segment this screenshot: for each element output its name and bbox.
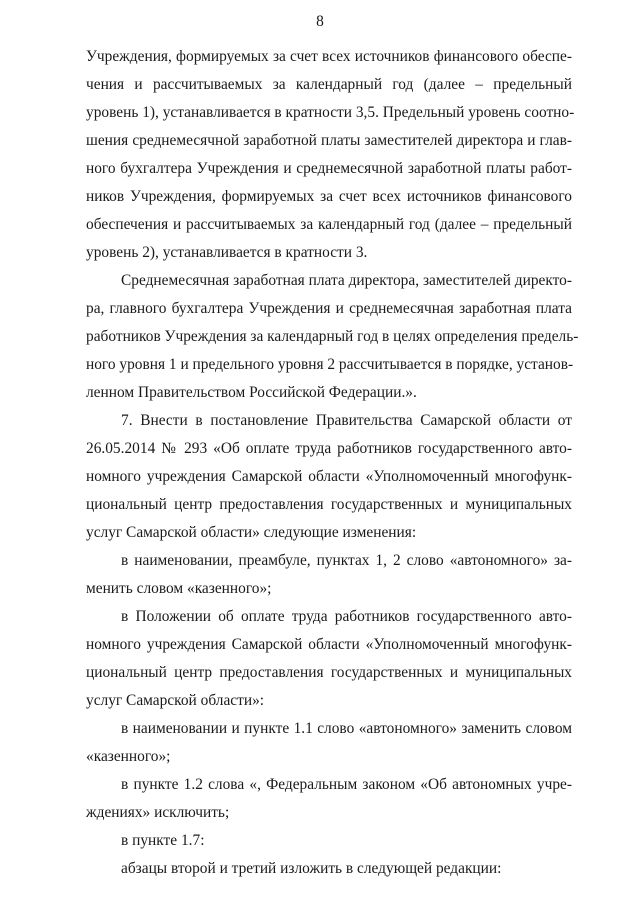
text-line: чения и рассчитываемых за календарный год (далее – предельный	[86, 76, 572, 93]
text-line: 26.05.2014 № 293 «Об оплате труда работников государственного авто-	[86, 440, 572, 457]
text-line: в Положении об оплате труда работников государственного авто-	[121, 608, 572, 625]
text-line: ного уровня 1 и предельного уровня 2 рассчитывается в порядке, установ-	[86, 356, 574, 373]
text-line: менить словом «казенного»;	[86, 580, 272, 597]
text-line: работников Учреждения за календарный год в целях определения предель-	[86, 328, 579, 345]
text-line: в наименовании, преамбуле, пунктах 1, 2 слово «автономного» за-	[121, 552, 572, 569]
text-line: обеспечения и рассчитываемых за календарный год (далее – предельный	[86, 216, 572, 233]
text-line: ра, главного бухгалтера Учреждения и среднемесячная заработная плата	[86, 300, 572, 317]
text-line: ников Учреждения, формируемых за счет всех источников финансового	[86, 188, 572, 205]
text-line: «казенного»;	[86, 748, 171, 765]
text-line: номного учреждения Самарской области «Уполномоченный многофунк-	[86, 468, 572, 485]
text-line: услуг Самарской области» следующие изменения:	[86, 524, 417, 541]
text-line: номного учреждения Самарской области «Уполномоченный многофунк-	[86, 636, 572, 653]
page-number: 8	[316, 13, 324, 30]
text-line: шения среднемесячной заработной платы заместителей директора и глав-	[86, 132, 572, 149]
text-line: абзацы второй и третий изложить в следующей редакции:	[121, 860, 502, 877]
text-line: Среднемесячная заработная плата директора, заместителей директо-	[121, 272, 572, 289]
text-line: в пункте 1.7:	[121, 832, 205, 849]
text-line: циональный центр предоставления государственных и муниципальных	[86, 496, 572, 513]
text-line: циональный центр предоставления государственных и муниципальных	[86, 664, 572, 681]
text-line: Учреждения, формируемых за счет всех источников финансового обеспе-	[86, 48, 572, 65]
text-line: ного бухгалтера Учреждения и среднемесячной заработной платы работ-	[86, 160, 572, 177]
text-line: услуг Самарской области»:	[86, 692, 265, 709]
text-line: ленном Правительством Российской Федерации.».	[86, 384, 417, 401]
text-line: в пункте 1.2 слова «, Федеральным законом «Об автономных учре-	[121, 776, 572, 793]
text-line: ждениях» исключить;	[86, 804, 230, 821]
text-line: уровень 1), устанавливается в кратности 3,5. Предельный уровень соотно-	[86, 104, 575, 121]
text-line: 7. Внести в постановление Правительства Самарской области от	[121, 412, 572, 429]
text-line: уровень 2), устанавливается в кратности 3.	[86, 244, 368, 261]
text-line: в наименовании и пункте 1.1 слово «автономного» заменить словом	[121, 720, 572, 737]
